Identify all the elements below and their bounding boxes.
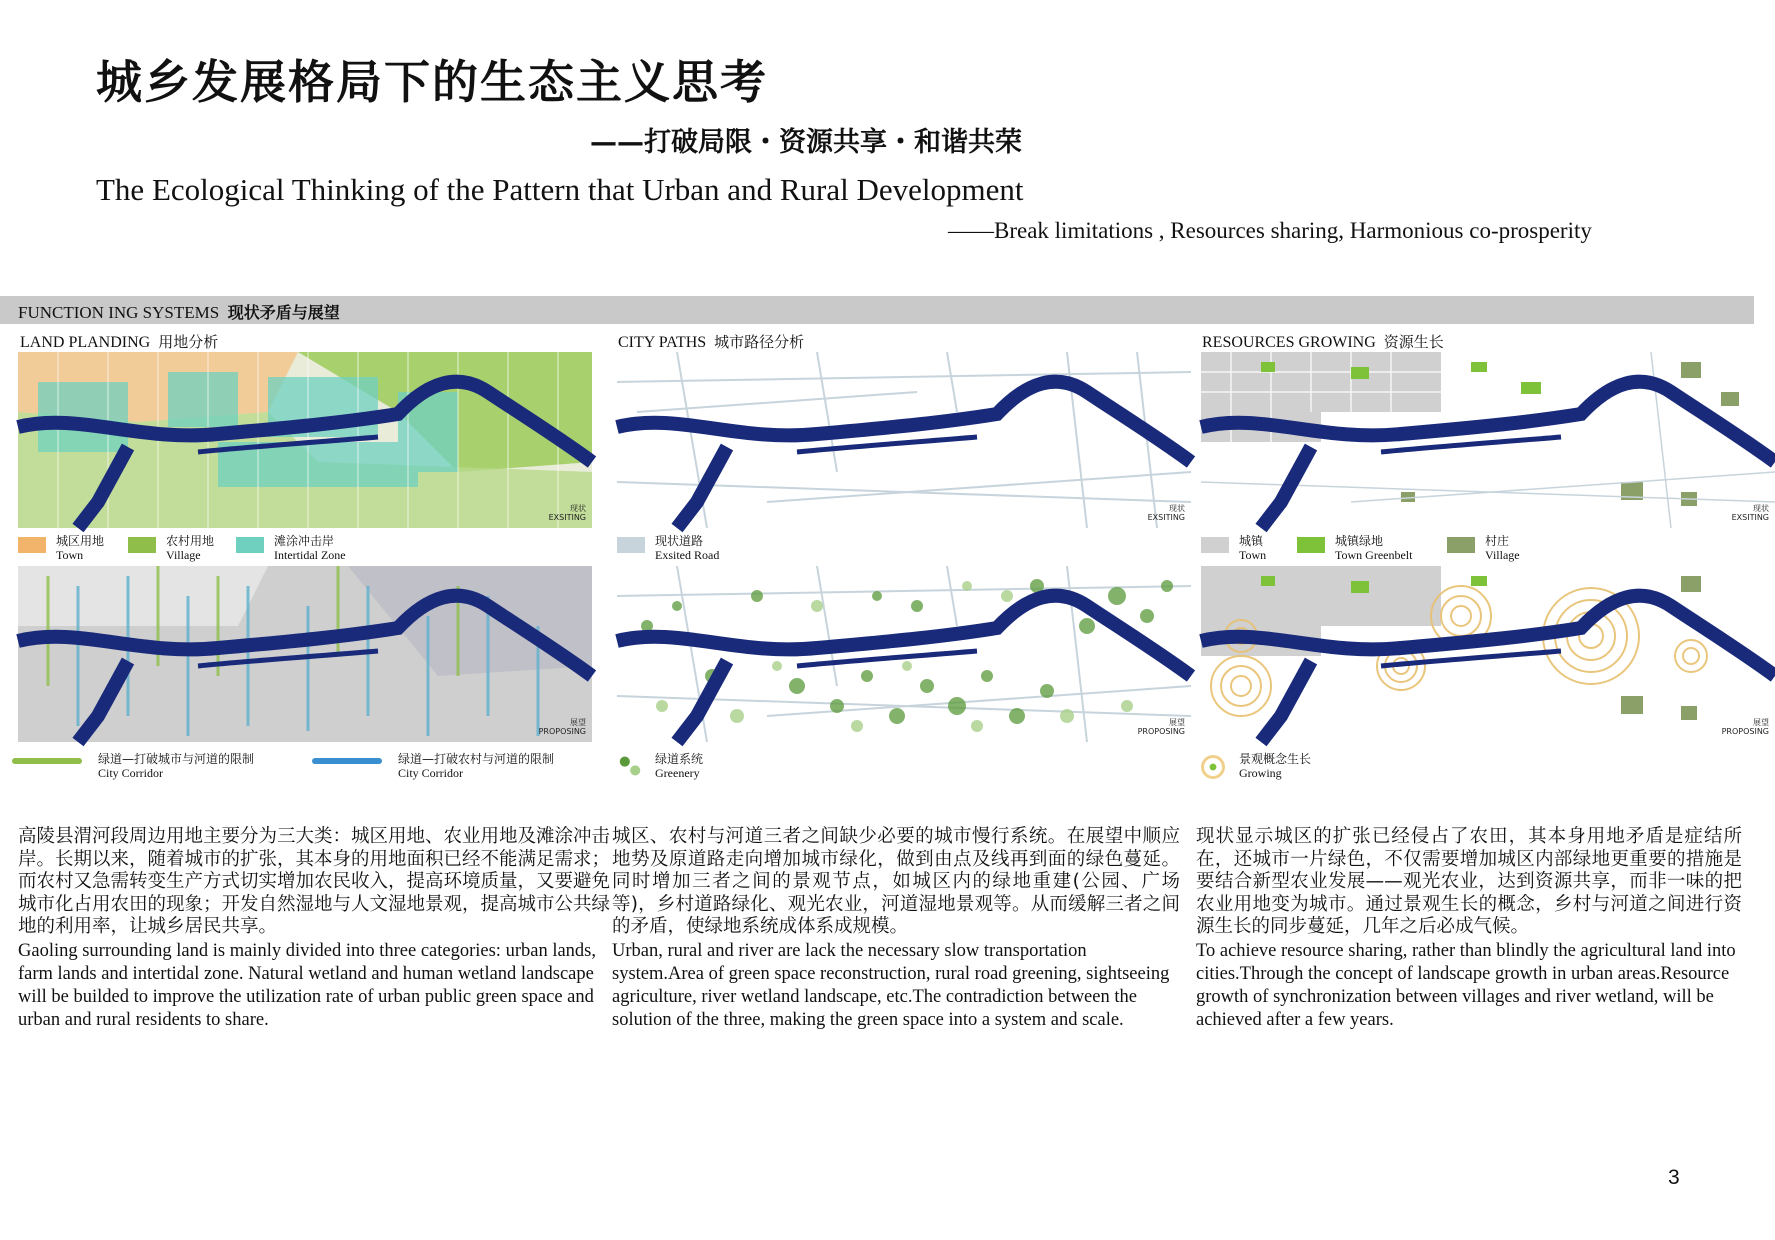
description-cn: 城区、农村与河道三者之间缺少必要的城市慢行系统。在展望中顺应地势及原道路走向增加城市绿化，做到由点及线再到面的绿色蔓延。同时增加三者之间的景观节点，如城区内的绿地重建(公园、广场等)，乡村道路绿化、观光农业，河道湿地景观等。从而缓解三者之间的矛盾，使绿地系统成体系成规模。 — [612, 826, 1180, 937]
resources-proposing-map — [1201, 566, 1775, 742]
road-legend: 现状道路 Exsited Road — [617, 534, 1191, 562]
page-subtitle-en: ——Break limitations , Resources sharing, Harmonious co-prosperity — [948, 218, 1592, 243]
resources-description — [1196, 826, 1742, 1032]
legend-swatch — [1201, 537, 1229, 553]
growing-legend: 景观概念生长 Growing — [1201, 752, 1761, 780]
legend-swatch — [312, 758, 382, 764]
legend-swatch — [128, 537, 156, 553]
city-paths-proposing-map — [617, 566, 1191, 742]
legend-swatch — [617, 537, 645, 553]
description-cn: 现状显示城区的扩张已经侵占了农田，其本身用地矛盾是症结所在，还城市一片绿色，不仅需要增加城区内部绿地更重要的措施是要结合新型农业发展——观光农业，达到资源共享，而非一味的把农业用地变为城市。通过景观生长的概念，乡村与河道之间进行资源生长的同步蔓延，几年之后必成气候。 — [1196, 826, 1742, 937]
land-use-proposing-map — [18, 566, 592, 742]
map-tag: 现状 EXSITING — [1147, 504, 1185, 522]
city-paths-existing-map — [617, 352, 1191, 528]
legend-swatch — [12, 758, 82, 764]
map-tag: 现状 EXSITING — [1731, 504, 1769, 522]
page-title-en: The Ecological Thinking of the Pattern that Urban and Rural Development — [96, 172, 1024, 207]
description-en: Gaoling surrounding land is mainly divided into three categories: urban lands, farm lands and intertidal zone. Natural wetland and human wetland landscape will be builded to improve the utilization rate of urban public green space and urban and rural residents to share. — [18, 940, 596, 1030]
legend-swatch — [236, 537, 264, 553]
column-heading-cn: 用地分析 — [158, 333, 219, 351]
description-cn: 高陵县渭河段周边用地主要分为三大类：城区用地、农业用地及滩涂冲击岸。长期以来，随着城市的扩张，其本身的用地面积已经不能满足需求；而农村又急需转变生产方式切实增加农民收入，提高环境质量，又要避免城市化占用农田的现象；开发自然湿地与人文湿地景观，提高城市公共绿地的利用率，让城乡居民共享。 — [18, 826, 611, 937]
resources-legend: 城镇 Town 城镇绿地 Town Greenbelt 村庄 Village — [1201, 534, 1761, 562]
section-label-cn: 现状矛盾与展望 — [227, 303, 340, 322]
section-bar — [0, 296, 1754, 324]
map-tag: 现状 EXSITING — [548, 504, 586, 522]
column-heading-en: RESOURCES GROWING — [1202, 334, 1376, 351]
city-paths-description — [612, 826, 1180, 1032]
legend-swatch — [1297, 537, 1325, 553]
growing-icon — [1201, 755, 1225, 779]
land-use-description — [18, 826, 610, 1032]
description-en: To achieve resource sharing, rather than blindly the agricultural land into cities.Through the concept of landscape growth in urban areas.Resource growth of synchronization between villages and river wetland, will be achieved after a few years. — [1196, 940, 1736, 1030]
legend-swatch — [617, 755, 643, 777]
map-tag: 展望 PROPOSING — [538, 718, 586, 736]
column-heading-paths — [618, 331, 804, 352]
column-heading-land — [20, 331, 218, 352]
map-tag: 展望 PROPOSING — [1721, 718, 1769, 736]
column-heading-cn: 城市路径分析 — [714, 333, 805, 351]
column-heading-resources — [1202, 331, 1444, 352]
land-use-existing-map — [18, 352, 592, 528]
legend-swatch — [18, 537, 46, 553]
resources-existing-map — [1201, 352, 1775, 528]
description-en: Urban, rural and river are lack the necessary slow transportation system.Area of green space reconstruction, rural road greening, sightseeing agriculture, river wetland landscape, etc.The contradiction between the solution of the three, making the green space into a system and scale. — [612, 940, 1170, 1030]
section-label-en: FUNCTION ING SYSTEMS — [18, 303, 220, 322]
page-number: 3 — [1668, 1166, 1680, 1189]
column-heading-en: CITY PATHS — [618, 334, 707, 351]
greenery-legend: 绿道系统 Greenery — [617, 752, 1191, 780]
land-use-legend: 城区用地 Town 农村用地 Village 滩涂冲击岸 Intertidal Zone — [18, 534, 592, 562]
column-heading-en: LAND PLANDING — [20, 334, 151, 351]
section-label — [18, 300, 340, 323]
page-subtitle-cn: ——打破局限・资源共享・和谐共荣 — [590, 127, 1022, 158]
page-title: 城乡发展格局下的生态主义思考 — [96, 55, 768, 109]
legend-swatch — [1447, 537, 1475, 553]
column-heading-cn: 资源生长 — [1383, 333, 1444, 351]
map-tag: 展望 PROPOSING — [1137, 718, 1185, 736]
corridor-legend: 绿道—打破城市与河道的限制 City Corridor 绿道—打破农村与河道的限制 City Corridor — [12, 752, 592, 780]
